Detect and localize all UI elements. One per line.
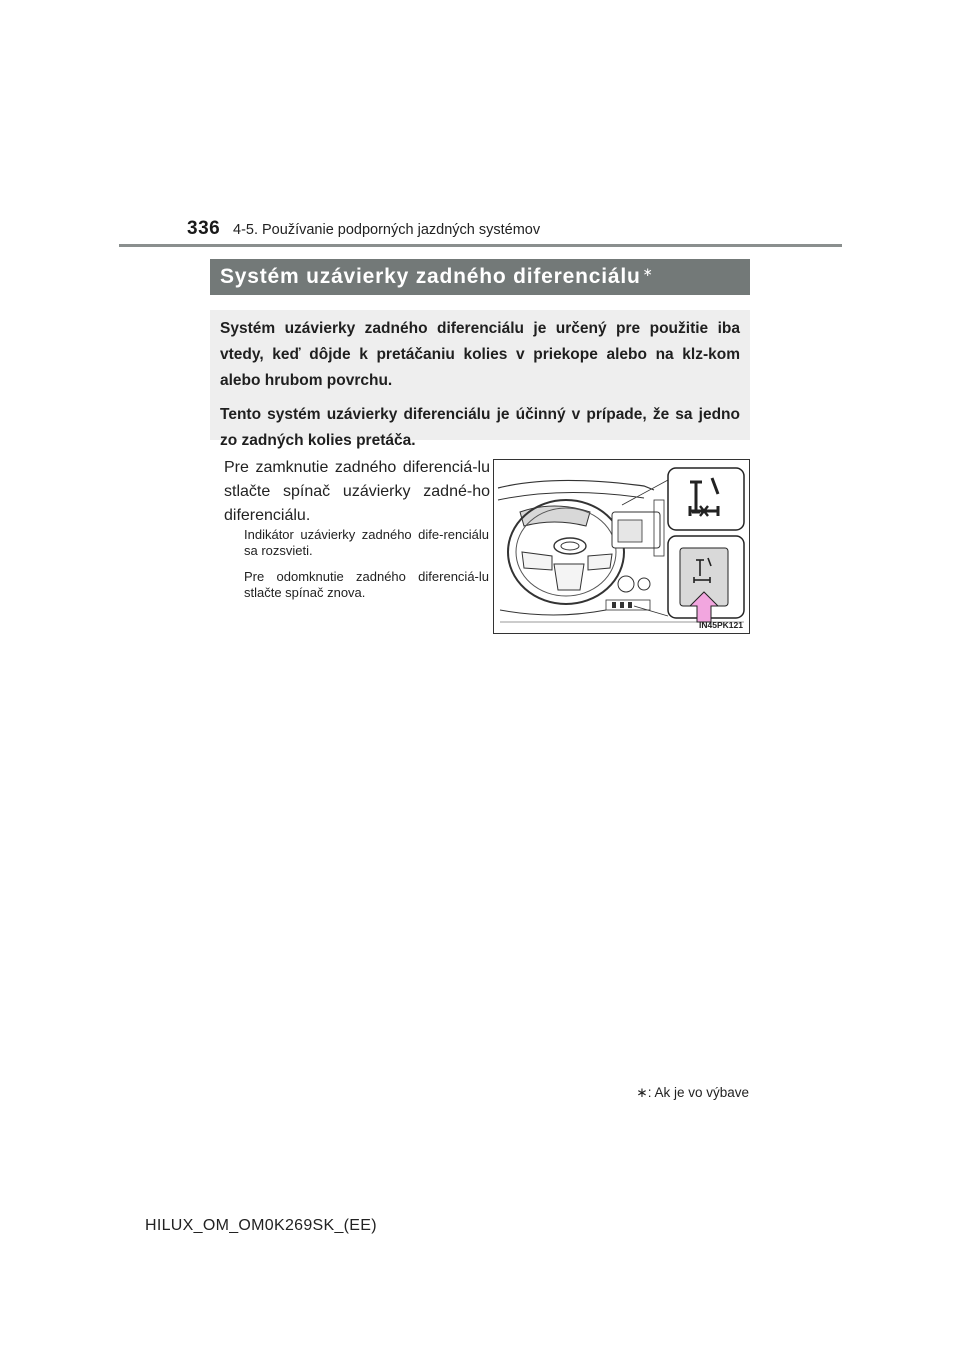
intro-paragraph-1: Systém uzávierky zadného diferenciálu je určený pre použitie iba vtedy, keď dôjde k pretáčaniu kolies v priekope alebo na klz-kom alebo hrubom povrchu. bbox=[220, 320, 740, 389]
section-title bbox=[210, 259, 750, 295]
page-number: 336 bbox=[187, 218, 221, 239]
header-divider bbox=[119, 244, 842, 247]
footnote-mark: ∗ bbox=[636, 1085, 648, 1100]
dashboard-illustration bbox=[493, 459, 750, 634]
footnote-text: : Ak je vo výbave bbox=[647, 1085, 749, 1100]
section-header: 4-5. Používanie podporných jazdných systémov bbox=[233, 222, 541, 238]
instruction-text bbox=[224, 456, 490, 528]
availability-mark: ∗ bbox=[642, 265, 654, 279]
instruction-paragraph: Pre zamknutie zadného diferenciá-lu stlačte spínač uzávierky zadné-ho diferenciálu. bbox=[224, 459, 490, 524]
intro-paragraph-2: Tento systém uzávierky diferenciálu je účinný v prípade, že sa jedno zo zadných kolies pretáča. bbox=[220, 406, 740, 449]
footnote bbox=[636, 1085, 749, 1101]
document-code: HILUX_OM_OM0K269SK_(EE) bbox=[145, 1217, 377, 1234]
intro-box bbox=[210, 310, 750, 449]
figure-code: IN45PK121 bbox=[699, 620, 743, 630]
note-unlock: Pre odomknutie zadného diferenciá-lu stlačte spínač znova. bbox=[244, 569, 489, 600]
note-indicator: Indikátor uzávierky zadného dife-renciálu sa rozsvieti. bbox=[244, 527, 489, 558]
dashboard-drawing bbox=[494, 460, 750, 634]
section-title-text: Systém uzávierky zadného diferenciálu bbox=[220, 265, 641, 288]
